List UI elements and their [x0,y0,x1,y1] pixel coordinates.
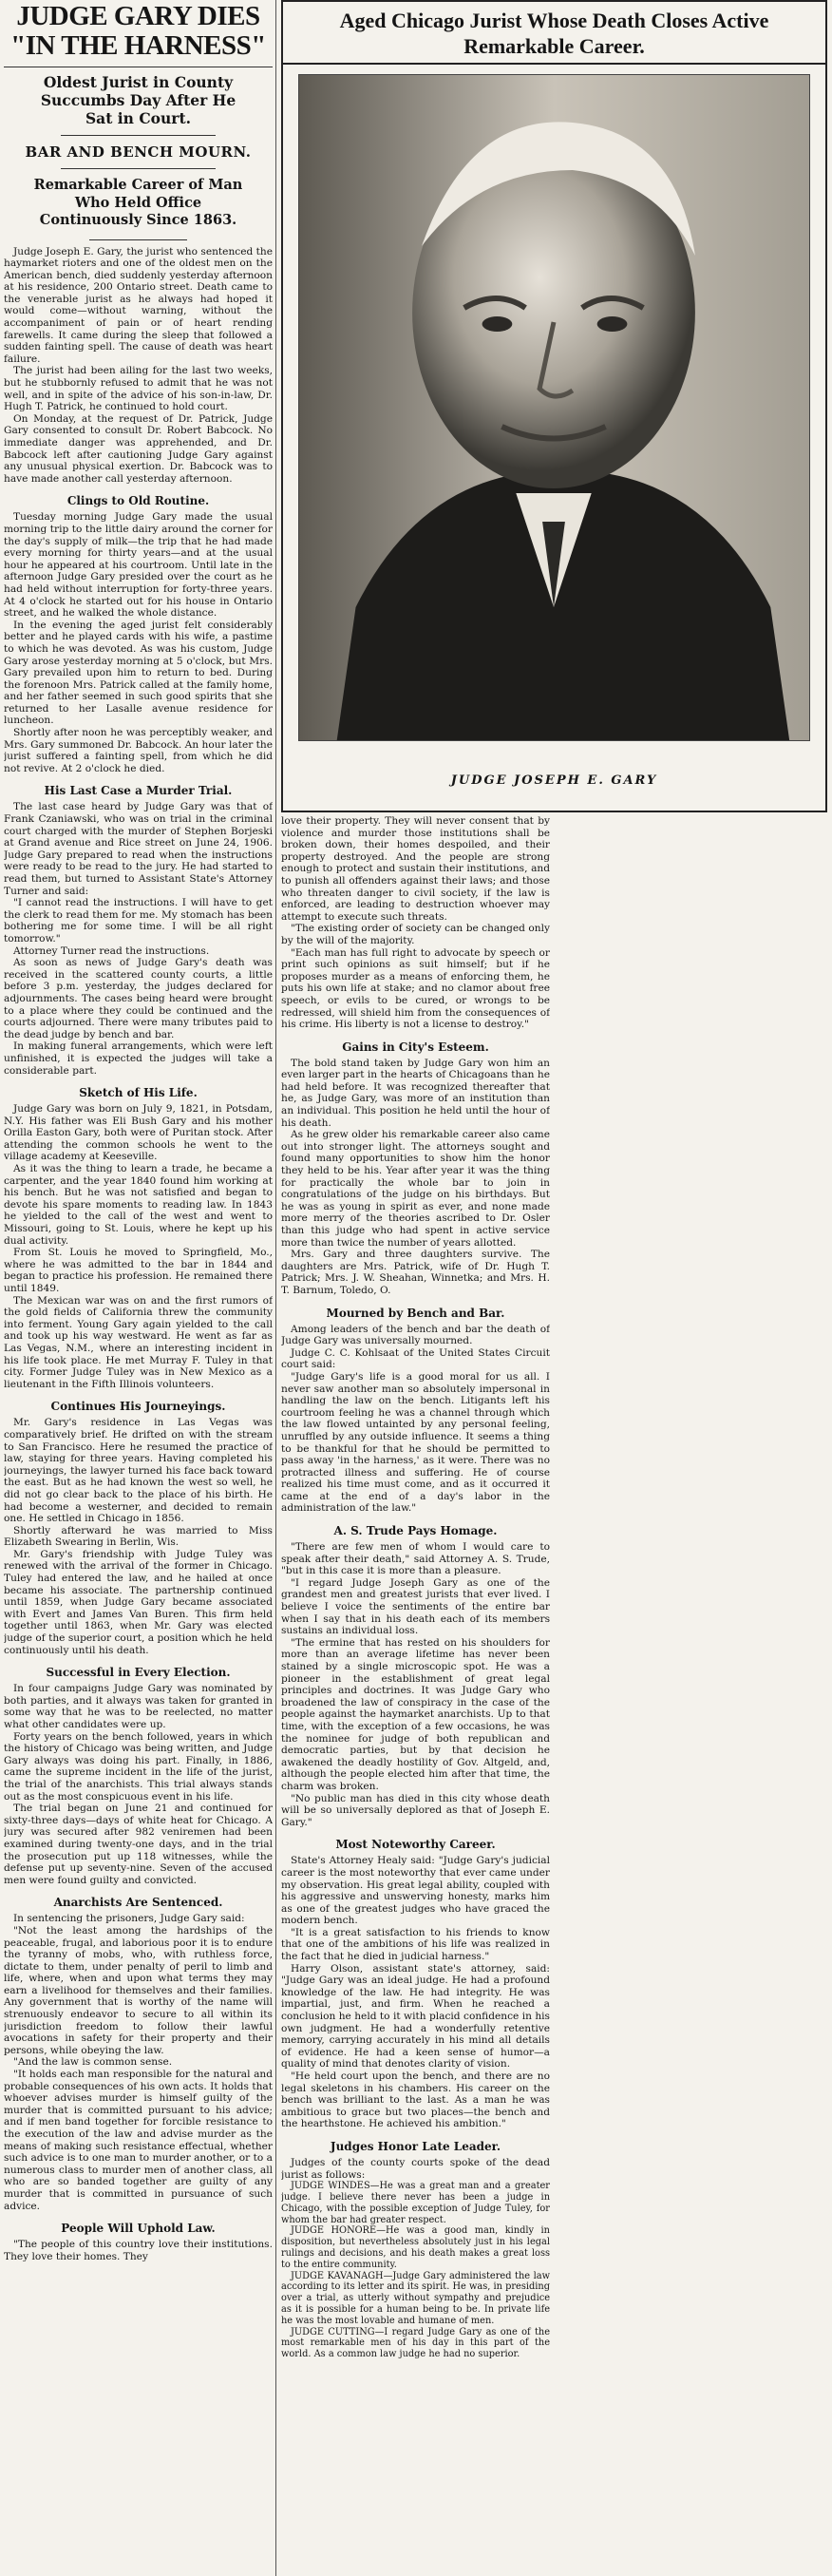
photo-headline: Aged Chicago Jurist Whose Death Closes Active Remarkable Career. [339,9,769,58]
middle-column [281,815,550,2576]
paragraph: The Mexican war was on and the first rumors of the gold fields of California threw the community into ferment. Young Gary again yielded to the call and took up his way westward. He went as far as Las Vegas, N.M., where an interesting incident in his life took place. He met Murray F. Tuley in that city. Former Judge Tuley was in New Mexico as a lieutenant in the Fifth Illinois volunteers. [4,1294,273,1390]
paragraph: JUDGE CUTTING—I regard Judge Gary as one of the most remarkable men of his day in this part of the world. As a common law judge he had no superior. [281,2326,550,2360]
portrait-image [299,75,809,740]
paragraph: State's Attorney Healy said: "Judge Gary's judicial career is the most noteworthy that ever came under my observation. His great legal ability, coupled with his aggressive and unswerving honesty, marks him as one of the greatest judges who have graced the modern bench. [281,1855,550,1927]
subhead-oldest-jurist: Oldest Jurist in County Succumbs Day After He Sat in Court. [40,73,236,127]
subhead-bar-and-bench: BAR AND BENCH MOURN. [25,143,252,161]
paragraph: "The ermine that has rested on his shoulders for more than an average lifetime has never been stained by a single microscopic spot. He was a pioneer in the establishment of great legal principles and doctrines. It was Judge Gary who broadened the law of conspiracy in the case of the people against the haymarket anarchists. Up to that time, with the exception of a few occasions, he was the nominee for judge of both republican and democratic parties, but by that decision he awakened the deadly hostility of Gov. Altgeld, and, although the people elected him after that time, the charm was broken. [281,1636,550,1792]
photo-caption: JUDGE JOSEPH E. GARY [450,773,658,788]
divider [61,135,216,136]
paragraph: "Judge Gary's life is a good moral for us all. I never saw another man so absolutely impersonal in handling the law on the bench. Litigants left his courtroom feeling he was a channel through which the law flowed untainted by any personal feeling, unruffled by any outside influence. It seems a thing to be thankful for that he should be permitted to pass away 'in the harness,' as it were. There was no protracted illness and suffering. He of course realized his time must come, and as it occurred it came at the end of a day's labor in the administration of the law." [281,1370,550,1515]
paragraph: The trial began on June 21 and continued for sixty-three days—days of white heat for Chicago. A jury was secured after 982 veniremen had been examined during twenty-one days, and in the trial the prosecution put up 118 witnesses, while the defense put up seventy-nine. Seven of the accused men were found guilty and convicted. [4,1803,273,1886]
paragraph: JUDGE WINDES—He was a great man and a greater judge. I believe there never has been a judge in Chicago, with the possible exception of Judge Tuley, for whom the bar had greater respect. [281,2181,550,2225]
headline: JUDGE GARY DIES "IN THE HARNESS" [10,1,266,61]
paragraph: "No public man has died in this city whose death will be so universally deplored as that of Joseph E. Gary." [281,1792,550,1828]
paragraph: As soon as news of Judge Gary's death was received in the scattered county courts, a little before 3 p.m. yesterday, the judges declared for adjournments. The cases being heard were brought to a place where they could be continued and the courts adjourned. There were many tributes paid to the dead judge by bench and bar. [4,957,273,1040]
paragraph: JUDGE KAVANAGH—Judge Gary administered the law according to its letter and its spirit. He was, in presiding over a trial, as utterly without sympathy and prejudice as it is possible for a human being to be. In private life he was the most lovable and humane of men. [281,2270,550,2326]
section-heading: Sketch of His Life. [79,1086,198,1100]
paragraph: JUDGE HONORE—He was a good man, kindly in disposition, but nevertheless absolutely just in his legal rulings and decisions, and his death makes a great loss to the entire community. [281,2225,550,2270]
section-heading: Successful in Every Election. [46,1666,231,1680]
paragraph: Mr. Gary's friendship with Judge Tuley was renewed with the arrival of the former in Chicago. Tuley had entered the law, and he hailed at once became his associate. The partnership continued until 1859, when Judge Gary became associated with Evert and James Van Buren. This firm held together until 1863, when Mr. Gary was elected judge of the superior court, a position which he held continuously until his death. [4,1548,273,1656]
paragraph: "And the law is common sense. [13,2056,173,2069]
paragraph: "Not the least among the hardships of the peaceable, frugal, and laborious poor it is to endure the tyranny of mobs, who, with ruthless force, dictate to them, under penalty of peril to limb and life, where, when and upon what terms they may earn a livelihood for themselves and their families. Any government that is worthy of the name will strenuously endeavor to secure to all within its jurisdiction freedom to follow their lawful avocations in safety for their property and their persons, while obeying the law. [4,1924,273,2056]
paragraph: Judge C. C. Kohlsaat of the United States Circuit court said: [281,1346,550,1371]
paragraph: Judges of the county courts spoke of the dead jurist as follows: [281,2156,550,2181]
section-heading: Anarchists Are Sentenced. [53,1896,223,1910]
paragraph: In four campaigns Judge Gary was nominated by both parties, and it always was taken for granted in some way that he was to be reelected, no matter what other candidates were up. [4,1683,273,1730]
paragraph: The jurist had been ailing for the last two weeks, but he stubbornly refused to admit that he was not well, and in spite of the advice of his son-in-law, Dr. Hugh T. Patrick, he continued to hold court. [4,365,273,413]
subhead-remarkable-career: Remarkable Career of Man Who Held Office Continuously Since 1863. [33,177,243,228]
paragraph: From St. Louis he moved to Springfield, Mo., where he was admitted to the bar in 1844 and began to practice his profession. He remained there until 1849. [4,1247,273,1294]
paragraph: Among leaders of the bench and bar the death of Judge Gary was universally mourned. [281,1323,550,1347]
paragraph: In the evening the aged jurist felt considerably better and he played cards with his wife, a pastime to which he was devoted. As was his custom, Judge Gary arose yesterday morning at 5 o'clock, but Mrs. Gary prevailed upon him to return to bed. During the forenoon Mrs. Patrick called at the family home, and her father seemed in such good spirits that she returned to her Lasalle avenue residence for luncheon. [4,619,273,727]
paragraph: "The people of this country love their institutions. They love their homes. They [4,2239,273,2262]
divider [61,168,216,169]
section-heading: Gains in City's Esteem. [342,1040,489,1054]
section-heading: Mourned by Bench and Bar. [326,1306,505,1320]
paragraph: Tuesday morning Judge Gary made the usual morning trip to the little dairy around the corner for the day's supply of milk—the trip that he had made every morning for thirty years—and at the usual hour he appeared at his courtroom. Until late in the afternoon Judge Gary presided over the court as he had held without interruption for forty-three years. At 4 o'clock he started out for his house in Ontario street, and he walked the whole distance. [4,511,273,620]
paragraph: "Each man has full right to advocate by speech or print such opinions as suit himself; but if he proposes murder as a means of enforcing them, he puts his own life at stake; and no clamor about free speech, or evils to be cured, or wrongs to be redressed, will shield him from the consequences of his crime. His liberty is not a license to destroy." [281,946,550,1031]
divider [89,239,187,240]
section-heading: A. S. Trude Pays Homage. [333,1524,498,1538]
paragraph: "It is a great satisfaction to his friends to know that one of the ambitions of his life was realized in the fact that he died in judicial harness." [281,1926,550,1963]
paragraph: "The existing order of society can be changed only by the will of the majority. [281,923,550,946]
section-heading: People Will Uphold Law. [61,2222,216,2236]
blank-area [555,815,832,2576]
paragraph: "I regard Judge Joseph Gary as one of the grandest men and greatest jurists that ever lived. I believe I voice the sentiments of the entire bar when I say that in his death each of its members sustains an individual loss. [281,1576,550,1637]
paragraph: "He held court upon the bench, and there are no legal skeletons in his chambers. His career on the bench was brilliant to the last. As a man he was ambitious to grace but two places—the bench and the hearthstone. He achieved his ambition." [281,2070,550,2130]
paragraph: In making funeral arrangements, which were left unfinished, it is expected the judges will take a considerable part. [4,1040,273,1077]
paragraph: "It holds each man responsible for the natural and probable consequences of his own acts. It holds that whoever advises murder is himself guilty of the murder that is committed pursuant to his advice; and if men band together for forcible resistance to the execution of the law and advise murder as the means of making such resistance effectual, whether such advice is to one man to murder another, or to a numerous class to murder men of another class, all who are so banded together are guilty of any murder that is committed in pursuance of such advice. [4,2069,273,2212]
photo-headline-box [283,2,825,65]
paragraph: Shortly after noon he was perceptibly weaker, and Mrs. Gary summoned Dr. Babcock. An hour later the jurist suffered a fainting spell, from which he did not revive. At 2 o'clock he died. [4,727,273,774]
left-column [4,0,273,2576]
paragraph: Mrs. Gary and three daughters survive. The daughters are Mrs. Patrick, wife of Dr. Hugh T. Patrick; Mrs. J. W. Sheahan, Winnetka; and Mrs. H. T. Barnum, Toledo, O. [281,1249,550,1296]
paragraph: Mr. Gary's residence in Las Vegas was comparatively brief. He drifted on with the stream to San Francisco. Here he resumed the practice of law, staying for three years. Having completed his journeyings, the lawyer turned his face back toward the east. But as he had known the west so well, he did not go clear back to the place of his birth. He had become a westerner, and decided to remain one. He settled in Chicago in 1856. [4,1417,273,1525]
paragraph: As it was the thing to learn a trade, he became a carpenter, and the year 1840 found him working at his bench. But he was not satisfied and began to devote his spare moments to reading law. In 1843 he yielded to the call of the west and went to Missouri, going to St. Louis, where he kept up his dual activity. [4,1163,273,1247]
paragraph: Judge Joseph E. Gary, the jurist who sentenced the haymarket rioters and one of the oldest men on the American bench, died suddenly yesterday afternoon at his residence, 200 Ontario street. Death came to the venerable jurist as he always had hoped it would come—without warning, without the accompaniment of pain or of heart rending farewells. It came during the sleep that followed a sudden fainting spell. The cause of death was heart failure. [4,245,273,365]
paragraph: The bold stand taken by Judge Gary won him an even larger part in the hearts of Chicagoans than he had held before. It was recognized thereafter that he, as Judge Gary, was more of an institution than an individual. This position he held until the hour of his death. [281,1057,550,1129]
paragraph: Shortly afterward he was married to Miss Elizabeth Swearing in Berlin, Wis. [4,1524,273,1549]
paragraph: Judge Gary was born on July 9, 1821, in Potsdam, N.Y. His father was Eli Bush Gary and his mother Orilla Easton Gary, both were of Puritan stock. After attending the common schools he went to the village academy at Keeseville. [4,1103,273,1163]
column-rule [275,0,276,2576]
section-heading: Continues His Journeyings. [50,1400,226,1414]
photo-box [281,0,827,812]
paragraph: The last case heard by Judge Gary was that of Frank Czaniawski, who was on trial in the criminal court charged with the murder of Stephen Borjeski at Grand avenue and Rice street on June 24, 1906. Judge Gary prepared to read when the instructions were ready to be read to the jury. He had started to read them, but turned to Assistant State's Attorney Turner and said: [4,801,273,897]
paragraph: Harry Olson, assistant state's attorney, said: "Judge Gary was an ideal judge. He had a profound knowledge of the law. He had integrity. He was impartial, just, and firm. When he reached a conclusion he held to it with placid confidence in his own judgment. He had a wonderfully retentive memory, carrying accurately in his mind all details of evidence. He had a keen sense of humor—a quality of mind that denotes clarity of vision. [281,1962,550,2070]
section-heading: Clings to Old Routine. [66,494,210,508]
paragraph: "There are few men of whom I would care to speak after their death," said Attorney A. S. Trude, "but in this case it is more than a pleasure. [281,1541,550,1577]
section-heading: Judges Honor Late Leader. [330,2139,501,2153]
section-heading: His Last Case a Murder Trial. [44,784,233,798]
paragraph: In sentencing the prisoners, Judge Gary said: [13,1913,245,1925]
photo-caption-bar [283,762,825,810]
paragraph: love their property. They will never consent that by violence and murder those institutions shall be broken down, their homes despoiled, and their property destroyed. And the people are strong enough to protect and sustain their institutions, and to punish all offenders against their laws; and those who threaten danger to civil society, if the law is enforced, are leading to destruction whoever may attempt to execute such threats. [281,815,550,923]
paragraph: Attorney Turner read the instructions. [13,945,210,957]
section-heading: Most Noteworthy Career. [335,1838,496,1852]
paragraph: "I cannot read the instructions. I will have to get the clerk to read them for me. My stomach has been bothering me for some time. I will be all right tomorrow." [4,897,273,945]
portrait-frame [298,74,810,741]
paragraph: As he grew older his remarkable career also came out into stronger light. The attorneys sought and found many opportunities to show him the honor they held to be his. Year after year it was the thing for practically the whole bar to join in congratulations of the judge on his birthdays. But he was as young in spirit as ever, and none made more merry of the theories ascribed to Dr. Osler than this judge who had spent in active service more than twice the number of years allotted. [281,1129,550,1249]
paragraph: Forty years on the bench followed, years in which the history of Chicago was being written, and Judge Gary always was doing his part. Finally, in 1886, came the supreme incident in the life of the jurist, the trial of the anarchists. This trial always stands out as the most conspicuous event in his life. [4,1730,273,1803]
paragraph: On Monday, at the request of Dr. Patrick, Judge Gary consented to consult Dr. Robert Babcock. No immediate danger was apprehended, and Dr. Babcock left after cautioning Judge Gary against any unusual physical exertion. Dr. Babcock was to have made another call yesterday afternoon. [4,412,273,485]
